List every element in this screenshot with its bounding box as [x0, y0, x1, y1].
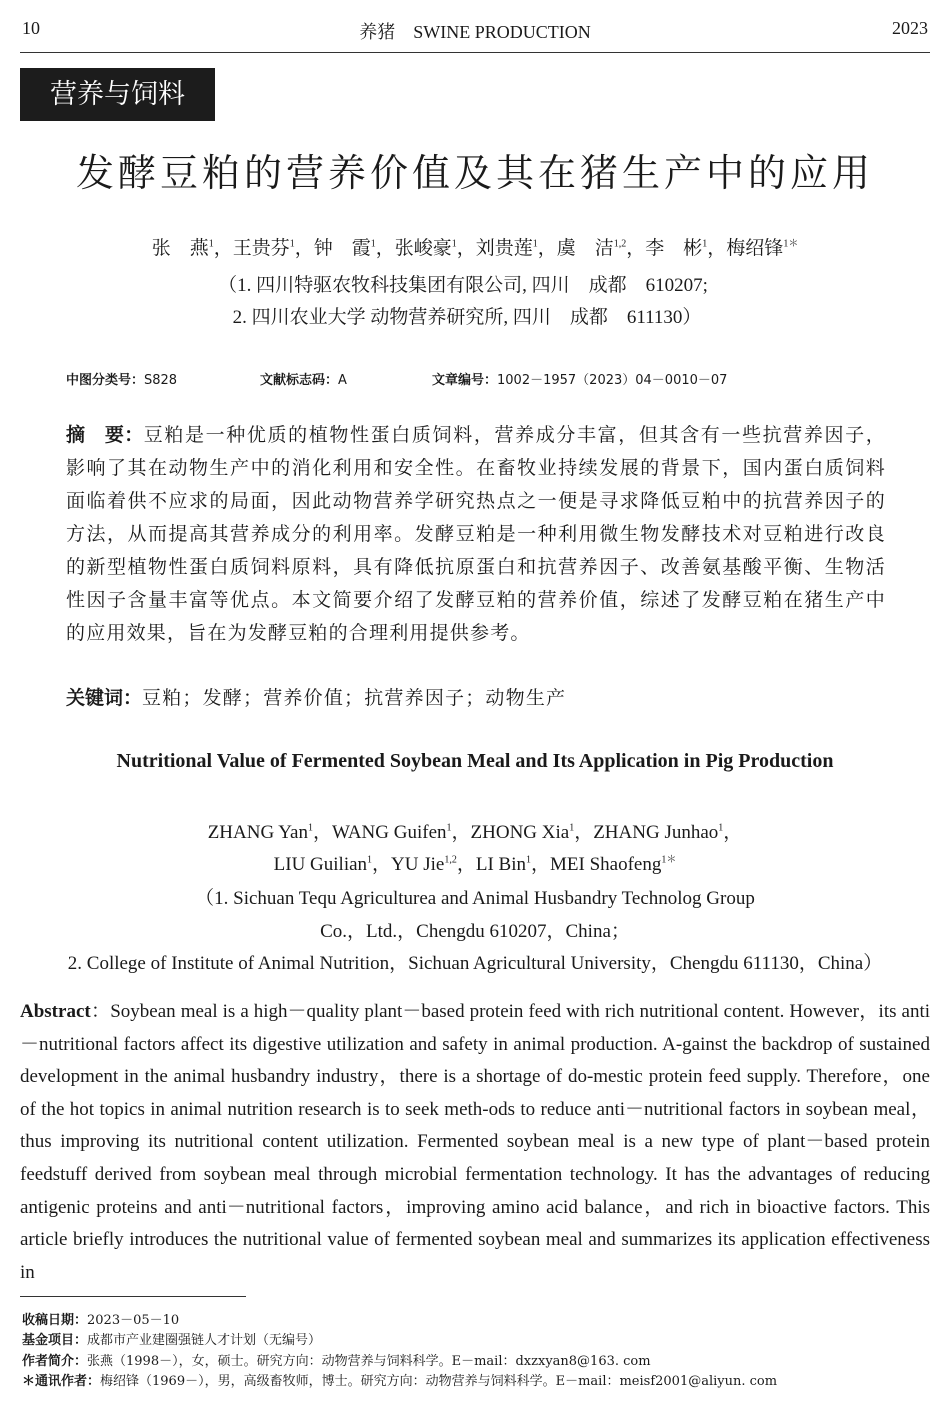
en-affiliation-1b: Co.，Ltd.，Chengdu 610207，China；: [320, 921, 630, 942]
english-title: Nutritional Value of Fermented Soybean Meal and Its Application in Pig Production: [116, 750, 834, 772]
abstract-cn: [66, 419, 886, 650]
en-author-list-2: LIU Guilian$^1$，YU Jie$^{1,2}$，LI Bin$^1$，MEI Shaofeng$^{1*}$: [273, 854, 677, 875]
abstract-cn-label: 摘 要：: [66, 424, 144, 446]
cn-affiliation-2: 2. 四川农业大学 动物营养研究所, 四川 成都 611130）: [232, 307, 702, 328]
keywords-cn: 关键词：豆粕；发酵；营养价值；抗营养因子；动物生产: [66, 687, 567, 709]
journal-year: 2023: [892, 18, 928, 38]
header-rule: [20, 52, 930, 53]
abstract-en-label: Abstract: [20, 1001, 91, 1022]
abstract-en: [20, 996, 930, 1289]
cn-affiliation-1: （1. 四川特驱农牧科技集团有限公司, 四川 成都 610207;: [218, 275, 708, 296]
footnote-rule: [20, 1296, 246, 1297]
journal-name: 养猪 SWINE PRODUCTION: [359, 22, 591, 42]
article-number: 文章编号：1002－1957（2023）04－0010－07: [432, 373, 728, 388]
footnote-received: 收稿日期：2023－05－10: [22, 1313, 180, 1328]
footnote-author-bio: 作者简介：张燕（1998－），女，硕士。研究方向：动物营养与饲料科学。E－mail：dxzxyan8@163. com: [22, 1354, 651, 1369]
footnote-funding: 基金项目：成都市产业建圈强链人才计划（无编号）: [22, 1333, 322, 1348]
cn-author-list: 张 燕$^1$，王贵芬$^1$，钟 霞$^1$，张峻豪$^1$，刘贵莲$^1$，虞 洁$^{1,2}$，李 彬$^1$，梅绍锋$^{1*}$: [151, 238, 799, 259]
article-title: 发酵豆粕的营养价值及其在猪生产中的应用: [75, 151, 874, 195]
document-code: 文献标志码：A: [260, 373, 347, 388]
abstract-en-text: ：Soybean meal is a high－quality plant－based protein feed with rich nutritional content. However，its anti－nutritional factors affect its digestive utilization and safety in animal production. A-gainst the backdrop of sustained development in the animal husbandry industry，there is a shortage of do-mestic protein feed supply. Therefore，one of the hot topics in animal nutrition research is to seek meth-ods to reduce anti－nutritional factors in soybean meal，thus improving its nutritional content utilization. Fermented soybean meal is a new type of plant－based protein feedstuff derived from soybean meal through microbial fermentation technology. It has the advantages of reducing antigenic proteins and anti－nutritional factors，improving amino acid balance，and rich in bioactive factors. This article briefly introduces the nutritional value of fermented soybean meal and summarizes its application effectiveness in: [20, 1001, 930, 1283]
en-affiliation-1: （1. Sichuan Tequ Agriculturea and Animal Husbandry Technolog Group: [195, 888, 755, 909]
clc-number: 中图分类号：S828: [66, 373, 178, 388]
section-tag: 营养与饲料: [20, 68, 215, 121]
footnote-corresponding: ＊通讯作者：梅绍锋（1969－），男，高级畜牧师，博士。研究方向：动物营养与饲料科学。E－mail：meisf2001@aliyun. com: [22, 1374, 778, 1389]
page-number: 10: [22, 18, 40, 38]
abstract-cn-text: 豆粕是一种优质的植物性蛋白质饲料，营养成分丰富，但其含有一些抗营养因子，影响了其在动物生产中的消化利用和安全性。在畜牧业持续发展的背景下，国内蛋白质饲料面临着供不应求的局面，因此动物营养学研究热点之一便是寻求降低豆粕中的抗营养因子的方法，从而提高其营养成分的利用率。发酵豆粕是一种利用微生物发酵技术对豆粕进行改良的新型植物性蛋白质饲料原料，具有降低抗原蛋白和抗营养因子、改善氨基酸平衡、生物活性因子含量丰富等优点。本文简要介绍了发酵豆粕的营养价值，综述了发酵豆粕在猪生产中的应用效果，旨在为发酵豆粕的合理利用提供参考。: [66, 424, 886, 644]
en-author-list-1: ZHANG Yan$^1$，WANG Guifen$^1$，ZHONG Xia$^1$，ZHANG Junhao$^1$，: [207, 822, 743, 843]
en-affiliation-2: 2. College of Institute of Animal Nutrition，Sichuan Agricultural University，Chengdu 611130，China）: [67, 953, 883, 974]
